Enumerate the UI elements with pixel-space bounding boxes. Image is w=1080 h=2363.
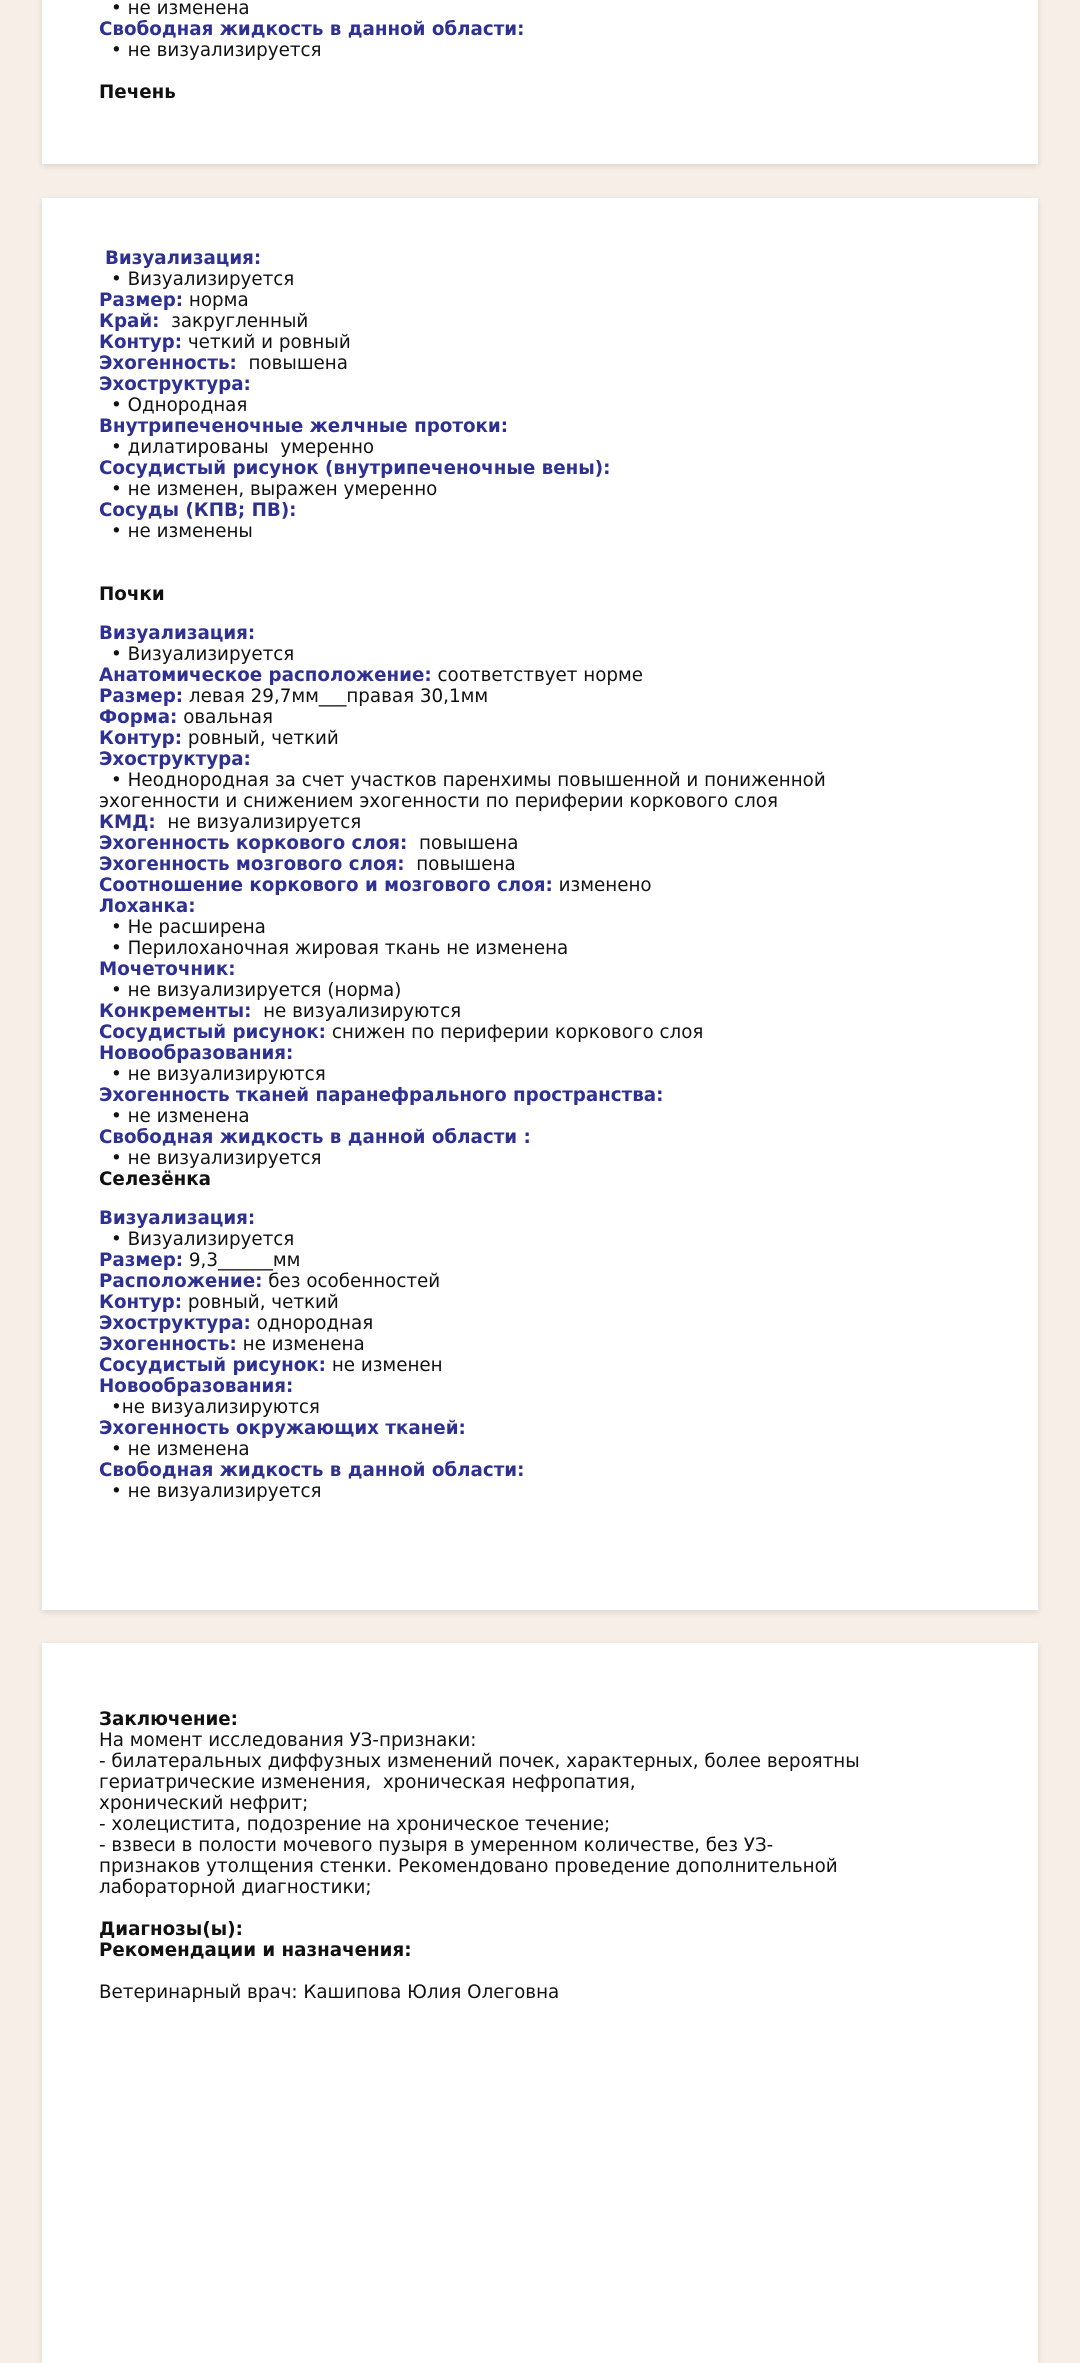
field-label: Край: [99, 311, 160, 332]
list-item: • Однородная [99, 395, 998, 416]
report-page-1 [42, 0, 1038, 164]
list-item: • не изменена [99, 1106, 998, 1127]
field-label: Форма: [99, 707, 178, 728]
field-value: изменено [558, 875, 652, 896]
recommendations-heading: Рекомендации и назначения: [99, 1940, 412, 1961]
field-label: Новообразования: [99, 1043, 294, 1064]
field-value: не визуализируется [167, 812, 362, 833]
field-value: не визуализируются [263, 1001, 462, 1022]
field-label: Конкременты: [99, 1001, 252, 1022]
field-value: овальная [183, 707, 273, 728]
field-label: Эхогенность тканей паранефрального пространства: [99, 1085, 664, 1106]
field-value: повышена [418, 833, 519, 854]
field-label: Новообразования: [99, 1376, 294, 1397]
field-value: ровный, четкий [187, 728, 339, 749]
field-value: не изменен [331, 1355, 443, 1376]
field-label: Эхоструктура: [99, 374, 251, 395]
field-value: не изменена [242, 1334, 365, 1355]
field-label: Визуализация: [105, 248, 262, 269]
list-item: • не изменена [99, 1439, 998, 1460]
field-value: 9,3______мм [188, 1250, 301, 1271]
report-page-3 [42, 1643, 1038, 2363]
conclusion-line: - билатеральных диффузных изменений почек, характерных, более вероятны [99, 1751, 860, 1772]
field-label: Сосудистый рисунок (внутрипеченочные вены): [99, 458, 611, 479]
field-label: Внутрипеченочные желчные протоки: [99, 416, 509, 437]
field-label: Контур: [99, 1292, 183, 1313]
list-item: • не изменен, выражен умеренно [99, 479, 998, 500]
field-value: норма [188, 290, 249, 311]
field-label: Визуализация: [99, 623, 256, 644]
list-item: • не изменена [99, 0, 998, 19]
field-label: Эхоструктура: [99, 1313, 251, 1334]
field-value: четкий и ровный [187, 332, 351, 353]
list-item: • не визуализируются [99, 1064, 998, 1085]
field-label: Сосуды (КПВ; ПВ): [99, 500, 297, 521]
diagnoses-heading: Диагнозы(ы): [99, 1919, 243, 1940]
field-label: Свободная жидкость в данной области: [99, 1460, 525, 1481]
field-label: Анатомическое расположение: [99, 665, 432, 686]
conclusion-line: - взвеси в полости мочевого пузыря в умеренном количестве, без УЗ- [99, 1835, 774, 1856]
list-item: • не визуализируется [99, 1481, 998, 1502]
field-label: КМД: [99, 812, 156, 833]
field-label: Размер: [99, 290, 184, 311]
field-label: Размер: [99, 1250, 184, 1271]
section-heading-kidneys: Почки [99, 584, 165, 605]
field-label: Контур: [99, 728, 183, 749]
conclusion-heading: Заключение: [99, 1709, 238, 1730]
field-label: Расположение: [99, 1271, 263, 1292]
field-label: Эхогенность: [99, 1334, 237, 1355]
field-label: Сосудистый рисунок: [99, 1355, 326, 1376]
section-heading-spleen: Селезёнка [99, 1169, 211, 1190]
doctor-signature: Ветеринарный врач: Кашипова Юлия Олеговна [99, 1982, 560, 2003]
field-value: соответствует норме [437, 665, 644, 686]
conclusion-line: признаков утолщения стенки. Рекомендовано проведение дополнительной [99, 1856, 838, 1877]
field-value: повышена [416, 854, 516, 875]
field-label: Визуализация: [99, 1208, 256, 1229]
list-item-continuation: эхогенности и снижением эхогенности по периферии коркового слоя [99, 791, 778, 812]
field-label: Контур: [99, 332, 183, 353]
field-label: Эхогенность коркового слоя: [99, 833, 408, 854]
field-label: Свободная жидкость в данной области : [99, 1127, 531, 1148]
field-value: снижен по периферии коркового слоя [331, 1022, 704, 1043]
section-heading-liver: Печень [99, 82, 176, 103]
conclusion-line: гериатрические изменения, хроническая нефропатия, [99, 1772, 636, 1793]
conclusion-line: хронический нефрит; [99, 1793, 309, 1814]
list-item: • Неоднородная за счет участков паренхимы повышенной и пониженной [99, 770, 998, 791]
field-value: без особенностей [268, 1271, 441, 1292]
field-label: Эхогенность: [99, 353, 237, 374]
field-label: Мочеточник: [99, 959, 236, 980]
field-label: Эхоструктура: [99, 749, 251, 770]
list-item: • не визуализируется (норма) [99, 980, 998, 1001]
list-item: • Не расширена [99, 917, 998, 938]
field-value: ровный, четкий [187, 1292, 339, 1313]
list-item: • Визуализируется [99, 1229, 998, 1250]
conclusion-line: - холецистита, подозрение на хроническое течение; [99, 1814, 611, 1835]
list-item: • дилатированы умеренно [99, 437, 998, 458]
field-label: Эхогенность окружающих тканей: [99, 1418, 466, 1439]
conclusion-line: лабораторной диагностики; [99, 1877, 372, 1898]
field-value: повышена [248, 353, 348, 374]
report-page-2 [42, 198, 1038, 1610]
field-label: Лоханка: [99, 896, 196, 917]
list-item: • не визуализируется [99, 40, 998, 61]
list-item: • не визуализируется [99, 1148, 998, 1169]
list-item: • Визуализируется [99, 269, 998, 290]
list-item: • Перилоханочная жировая ткань не изменена [99, 938, 998, 959]
field-value: закругленный [171, 311, 309, 332]
field-label: Свободная жидкость в данной области: [99, 19, 525, 40]
field-label: Соотношение коркового и мозгового слоя: [99, 875, 553, 896]
list-item: • Визуализируется [99, 644, 998, 665]
list-item: • не визуализируются [99, 1397, 998, 1418]
list-item: • не изменены [99, 521, 998, 542]
conclusion-line: На момент исследования УЗ-признаки: [99, 1730, 477, 1751]
field-label: Размер: [99, 686, 184, 707]
field-label: Сосудистый рисунок: [99, 1022, 326, 1043]
field-value: однородная [256, 1313, 374, 1334]
field-label: Эхогенность мозгового слоя: [99, 854, 405, 875]
field-value: левая 29,7мм___правая 30,1мм [188, 686, 489, 707]
